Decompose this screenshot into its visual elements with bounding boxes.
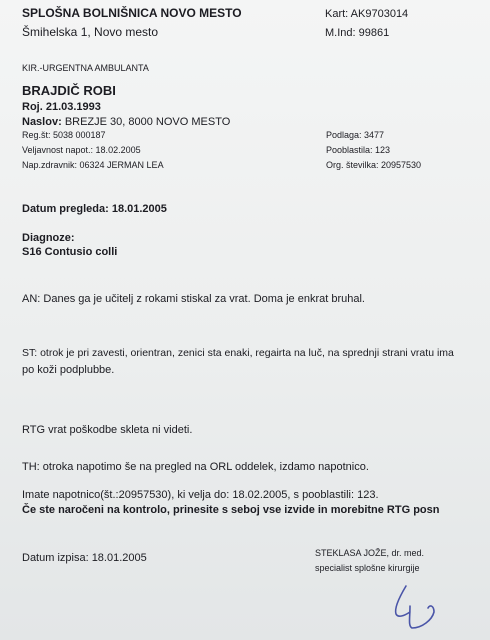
xray-note: RTG vrat poškodbe skleta ni videti. — [22, 424, 193, 436]
handwritten-signature — [388, 578, 448, 638]
m-ind: M.Ind: 99861 — [325, 27, 390, 39]
referral-validity: Veljavnost napot.: 18.02.2005 — [22, 145, 141, 155]
card-number: Kart: AK9703014 — [325, 8, 409, 20]
control-instructions: Če ste naročeni na kontrolo, prinesite s seboj vse izvide in morebitne RTG posn — [22, 504, 440, 516]
anamnesis: AN: Danes ga je učitelj z rokami stiskal za vrat. Doma je enkrat bruhal. — [22, 293, 365, 305]
issue-date: Datum izpisa: 18.01.2005 — [22, 552, 147, 564]
patient-address: Naslov: BREZJE 30, 8000 NOVO MESTO — [22, 116, 231, 128]
pooblastila: Pooblastila: 123 — [326, 145, 391, 155]
patient-birth: Roj. 21.03.1993 — [22, 101, 101, 113]
status-line-1: ST: otrok je pri zavesti, orientran, zenici sta enaki, regairta na luč, na sprednji strani vratu ima — [22, 347, 454, 359]
referral-info: Imate napotnico(št.:20957530), ki velja do: 18.02.2005, s pooblastili: 123. — [22, 489, 379, 501]
therapy: TH: otroka napotimo še na pregled na ORL oddelek, izdamo napotnico. — [22, 461, 369, 473]
doctor-name: STEKLASA JOŽE, dr. med. — [315, 548, 425, 558]
exam-date: Datum pregleda: 18.01.2005 — [22, 203, 167, 215]
hospital-address: Šmihelska 1, Novo mesto — [22, 25, 159, 39]
registration-number: Reg.št: 5038 000187 — [22, 130, 106, 140]
patient-name: BRAJDIČ ROBI — [22, 83, 116, 98]
department: KIR.-URGENTNA AMBULANTA — [22, 63, 149, 73]
status-line-2: po koži podplubbe. — [22, 364, 115, 376]
diagnosis-label: Diagnoze: — [22, 232, 75, 244]
hospital-name: SPLOŠNA BOLNIŠNICA NOVO MESTO — [22, 6, 242, 20]
doctor-specialty: specialist splošne kirurgije — [315, 563, 420, 573]
diagnosis-value: S16 Contusio colli — [22, 246, 118, 258]
podlaga: Podlaga: 3477 — [326, 130, 385, 140]
referring-doctor: Nap.zdravnik: 06324 JERMAN LEA — [22, 160, 164, 170]
organization-number: Org. številka: 20957530 — [326, 160, 422, 170]
